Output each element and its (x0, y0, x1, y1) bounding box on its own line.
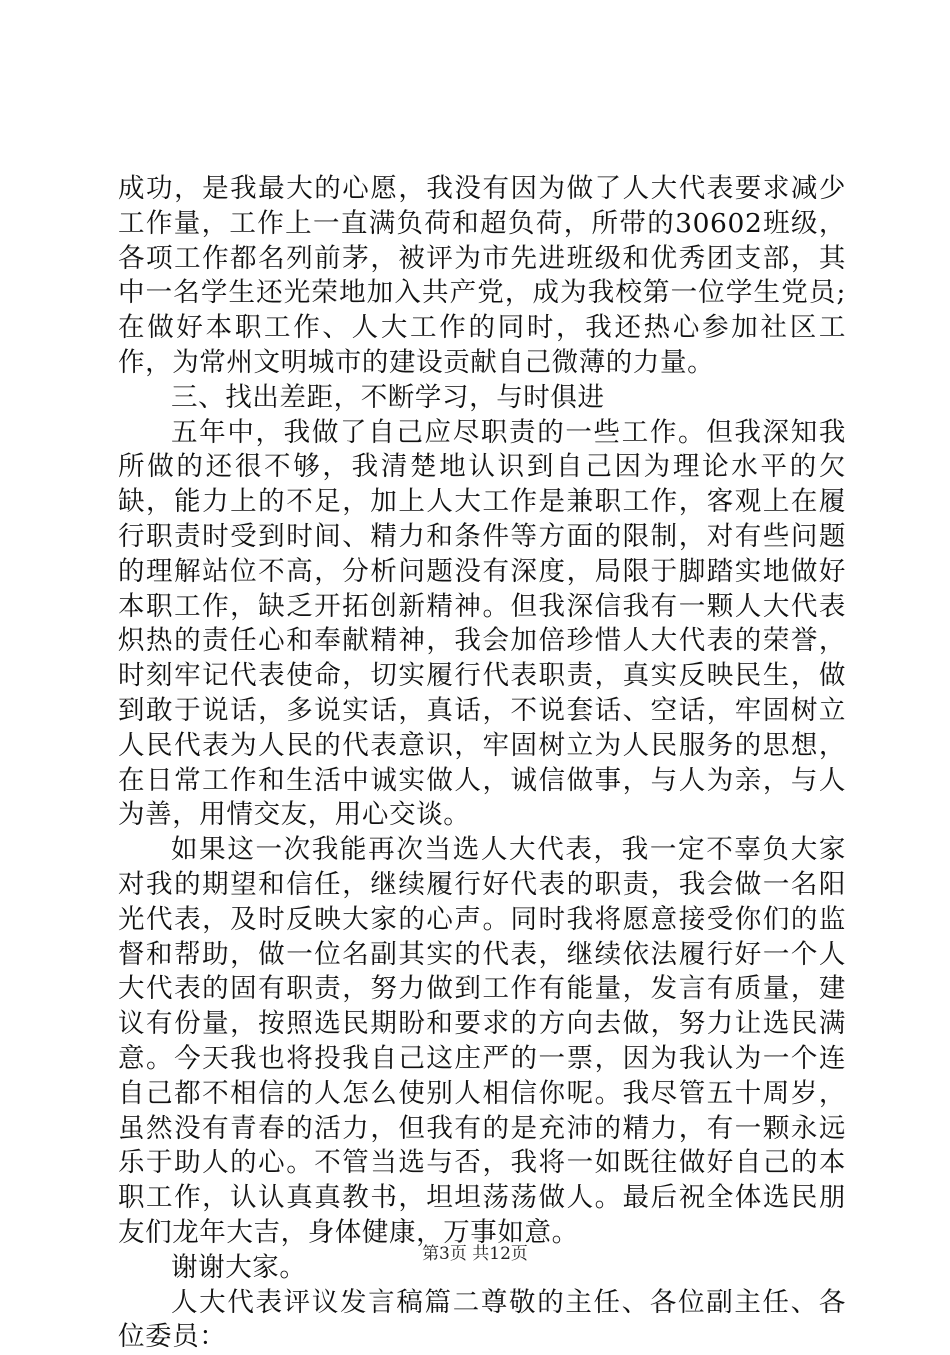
document-body (118, 172, 846, 1355)
page-number: 第3页 共12页 (422, 1244, 528, 1264)
paragraph: 五年中，我做了自己应尽职责的一些工作。但我深知我所做的还很不够，我清楚地认识到自己因为理论水平的欠缺，能力上的不足，加上人大工作是兼职工作，客观上在履行职责时受到时间、精力和条件等方面的限制，对有些问题的理解站位不高，分析问题没有深度，局限于脚踏实地做好本职工作，缺乏开拓创新精神。但我深信我有一颗人大代表炽热的责任心和奉献精神，我会加倍珍惜人大代表的荣誉，时刻牢记代表使命，切实履行代表职责，真实反映民生，做到敢于说话，多说实话，真话，不说套话、空话，牢固树立人民代表为人民的代表意识，牢固树立为人民服务的思想，在日常工作和生活中诚实做人，诚信做事，与人为亲，与人为善，用情交友，用心交谈。 (118, 416, 846, 834)
paragraph-next-article: 人大代表评议发言稿篇二尊敬的主任、各位副主任、各位委员： (118, 1286, 846, 1355)
paragraph: 如果这一次我能再次当选人大代表，我一定不辜负大家对我的期望和信任，继续履行好代表的职责，我会做一名阳光代表，及时反映大家的心声。同时我将愿意接受你们的监督和帮助，做一位名副其实的代表，继续依法履行好一个人大代表的固有职责，努力做到工作有能量，发言有质量，建议有份量，按照选民期盼和要求的方向去做，努力让选民满意。今天我也将投我自己这庄严的一票，因为我认为一个连自己都不相信的人怎么使别人相信你呢。我尽管五十周岁，虽然没有青春的活力，但我有的是充沛的精力，有一颗永远乐于助人的心。不管当选与否，我将一如既往做好自己的本职工作，认认真真教书，坦坦荡荡做人。最后祝全体选民朋友们龙年大吉，身体健康，万事如意。 (118, 833, 846, 1251)
section-heading: 三、找出差距，不断学习，与时俱进 (118, 381, 846, 416)
paragraph-continuation: 成功，是我最大的心愿，我没有因为做了人大代表要求减少工作量，工作上一直满负荷和超负荷，所带的30602班级，各项工作都名列前茅，被评为市先进班级和优秀团支部，其中一名学生还光荣地加入共产党，成为我校第一位学生党员;在做好本职工作、人大工作的同时，我还热心参加社区工作，为常州文明城市的建设贡献自己微薄的力量。 (118, 172, 846, 381)
page-footer (0, 1243, 950, 1265)
closing-thanks: 谢谢大家。 (118, 1251, 846, 1286)
